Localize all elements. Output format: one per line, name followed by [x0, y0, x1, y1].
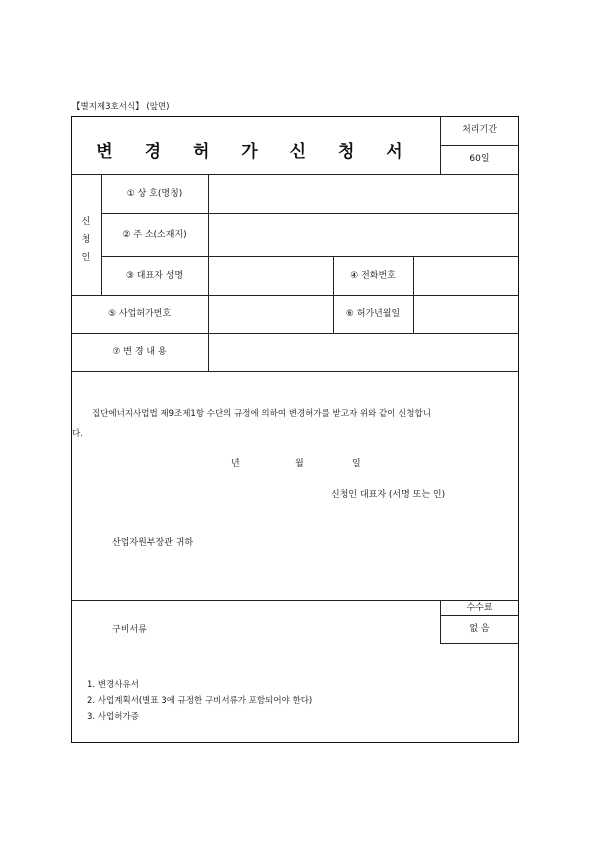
divider — [71, 174, 519, 175]
date-month: 월 — [295, 459, 304, 469]
document-item: 3. 사업허가증 — [87, 712, 139, 722]
license-date-label: ⑥ 허가년월일 — [345, 309, 401, 319]
document-item: 1. 변경사유서 — [87, 680, 139, 690]
statement-text: 집단에너지사업법 제9조제1항 수단의 규정에 의하여 변경허가를 받고자 위와 같이 신청합니 — [92, 409, 431, 419]
address-label: ② 주 소(소재지) — [122, 230, 187, 240]
divider — [440, 643, 519, 644]
change-details-field[interactable] — [211, 336, 516, 368]
divider — [208, 174, 209, 371]
license-number-label: ⑤ 사업허가번호 — [107, 309, 172, 319]
phone-field[interactable] — [416, 259, 516, 292]
statement-text-continued: 다. — [72, 429, 83, 439]
change-details-label: ⑦ 변 경 내 용 — [112, 347, 167, 357]
divider — [71, 295, 519, 296]
phone-label: ④ 전화번호 — [350, 271, 396, 281]
license-number-field[interactable] — [211, 298, 330, 330]
form-header-label: 【별지제3호서식】 (앞면) — [72, 102, 170, 112]
processing-period-value: 60일 — [469, 154, 490, 164]
required-documents-label: 구비서류 — [112, 625, 147, 635]
company-name-field[interactable] — [211, 177, 516, 210]
company-name-label: ① 상 호(명칭) — [126, 189, 183, 199]
divider — [101, 213, 519, 214]
divider — [71, 600, 519, 601]
license-date-field[interactable] — [416, 298, 516, 330]
signature-line: 신청인 대표자 (서명 또는 인) — [331, 490, 446, 500]
divider — [71, 333, 519, 334]
address-field[interactable] — [211, 216, 516, 253]
document-item: 2. 사업계획서(별표 3에 규정한 구비서류가 포함되어야 한다) — [87, 696, 313, 706]
date-year: 년 — [231, 459, 240, 469]
date-day: 일 — [352, 459, 361, 469]
form-frame — [71, 116, 519, 743]
form-title: 변 경 허 가 신 청 서 — [96, 142, 416, 162]
fee-label: 수수료 — [466, 603, 493, 613]
recipient: 산업자원부장관 귀하 — [112, 538, 194, 548]
divider — [101, 256, 519, 257]
divider — [333, 256, 334, 333]
divider — [413, 256, 414, 333]
fee-value: 없 음 — [469, 624, 490, 634]
representative-label: ③ 대표자 성명 — [125, 271, 184, 281]
divider — [71, 371, 519, 372]
divider — [440, 145, 519, 146]
processing-period-label: 처리기간 — [462, 125, 497, 135]
divider — [440, 615, 519, 616]
representative-field[interactable] — [211, 259, 330, 292]
applicant-side-label: 신 청 인 — [81, 217, 91, 263]
